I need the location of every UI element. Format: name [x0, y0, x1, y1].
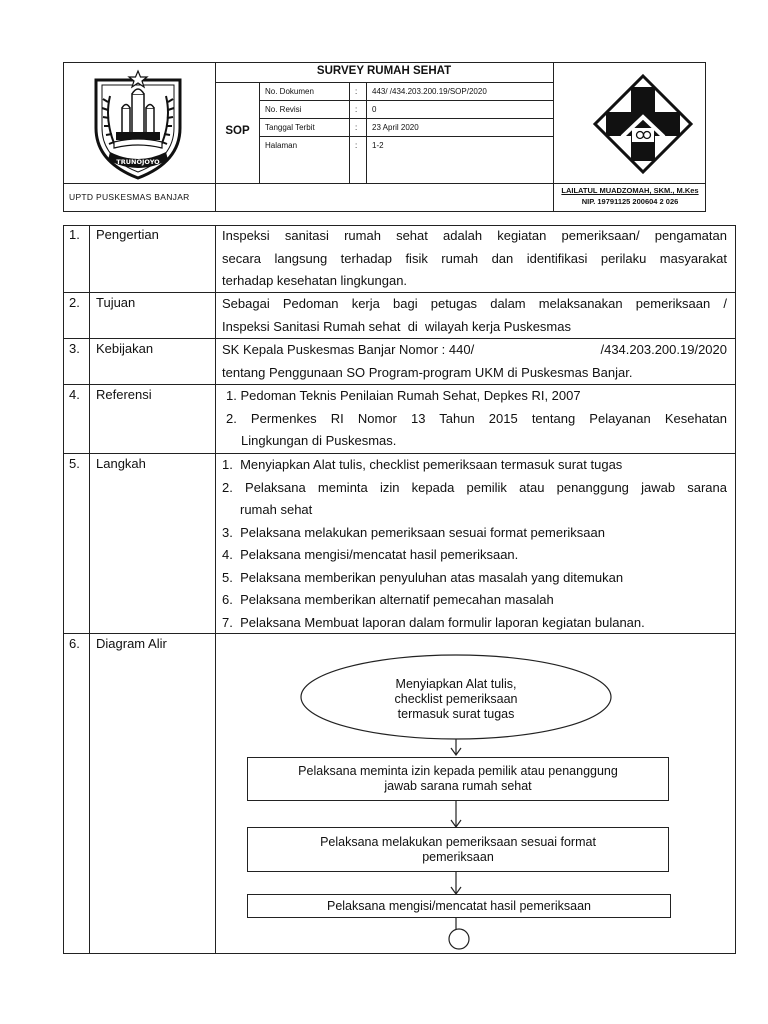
section-body-kebijakan: [222, 339, 727, 384]
section-body-tujuan: [222, 293, 727, 338]
signatory-nip: NIP. 19791125 200604 2 026: [581, 197, 679, 206]
text-line: /434.203.200.19/2020: [600, 342, 727, 357]
section-number: 3.: [69, 341, 80, 356]
header-divider: [366, 82, 367, 183]
doc-number-sep: :: [355, 87, 358, 96]
puskesmas-logo: [592, 73, 694, 175]
section-label-langkah: Langkah: [96, 456, 146, 471]
section-label-referensi: Referensi: [96, 387, 152, 402]
header-divider: [259, 82, 260, 183]
flow-text-line: checklist pemeriksaan: [394, 691, 518, 706]
flow-text-line: Menyiapkan Alat tulis,: [395, 676, 517, 691]
revision-label: No. Revisi: [265, 105, 302, 114]
issue-date-value: 23 April 2020: [372, 123, 419, 132]
list-item: 2. Pelaksana meminta izin kepada pemilik atau penanggung jawab sarana: [222, 479, 727, 495]
doc-number-label: No. Dokumen: [265, 87, 314, 96]
section-body-langkah: [222, 454, 727, 634]
section-label-diagram-alir: Diagram Alir: [96, 636, 167, 651]
list-item: rumah sehat: [240, 502, 313, 517]
section-number: 4.: [69, 387, 80, 402]
flow-text-line: Pelaksana meminta izin kepada pemilik atau penanggung: [298, 764, 618, 778]
flow-text-line: pemeriksaan: [422, 849, 494, 864]
header-divider: [215, 62, 216, 212]
list-item: 5. Pelaksana memberikan penyuluhan atas masalah yang ditemukan: [222, 569, 624, 585]
text-line: tentang Penggunaan SO Program-program UKM di Puskesmas Banjar.: [222, 364, 633, 380]
kebijakan-first-line: [222, 339, 727, 362]
sop-label: SOP: [225, 125, 250, 137]
text-line: SK Kepala Puskesmas Banjar Nomor : 440/: [222, 342, 475, 357]
document-title: SURVEY RUMAH SEHAT: [316, 65, 452, 77]
regency-emblem-logo: [86, 66, 190, 180]
flow-start-ellipse: [316, 664, 596, 734]
page-label: Halaman: [265, 141, 298, 150]
section-number: 1.: [69, 227, 80, 242]
header-divider: [259, 136, 553, 137]
header-divider: [259, 100, 553, 101]
signatory-name: LAILATUL MUADZOMAH, SKM., M.Kes: [561, 186, 699, 195]
header-divider: [63, 183, 706, 184]
flow-step-izin: [247, 757, 669, 801]
header-divider: [215, 82, 553, 83]
section-body-pengertian: [222, 225, 727, 293]
flow-text-line: jawab sarana rumah sehat: [384, 779, 532, 793]
list-item: 1. Menyiapkan Alat tulis, checklist pemeriksaan termasuk surat tugas: [222, 457, 623, 472]
page-value: 1-2: [372, 141, 384, 150]
issue-date-label: Tanggal Terbit: [265, 123, 315, 132]
content-divider: [89, 225, 90, 954]
list-item: 6. Pelaksana memberikan alternatif pemecahan masalah: [222, 592, 554, 607]
list-item: Lingkungan di Puskesmas.: [241, 433, 397, 448]
section-label-kebijakan: Kebijakan: [96, 341, 154, 356]
flow-step-mencatat: [247, 894, 671, 918]
section-number: 5.: [69, 456, 80, 471]
flow-step-pemeriksaan: [247, 827, 669, 872]
org-name: UPTD PUSKESMAS BANJAR: [69, 192, 190, 202]
revision-value: 0: [372, 105, 377, 114]
flow-text-line: Pelaksana mengisi/mencatat hasil pemeriksaan: [326, 898, 592, 913]
revision-sep: :: [355, 105, 358, 114]
doc-number-value: 443/ /434.203.200.19/SOP/2020: [372, 87, 487, 96]
page-sep: :: [355, 141, 358, 150]
section-number: 6.: [69, 636, 80, 651]
section-label-tujuan: Tujuan: [96, 295, 136, 310]
section-number: 2.: [69, 295, 80, 310]
list-item: 1. Pedoman Teknis Penilaian Rumah Sehat, Depkes RI, 2007: [226, 388, 581, 403]
issue-date-sep: :: [355, 123, 358, 132]
text-line: Sebagai Pedoman kerja bagi petugas dalam melaksanakan pemeriksaan /: [222, 296, 727, 311]
flow-text-line: Pelaksana melakukan pemeriksaan sesuai format: [320, 834, 596, 849]
list-item: 3. Pelaksana melakukan pemeriksaan sesuai format pemeriksaan: [222, 524, 605, 540]
list-item: 7. Pelaksana Membuat laporan dalam formulir laporan kegiatan bulanan.: [222, 614, 645, 630]
header-divider: [349, 82, 350, 183]
text-line: Inspeksi Sanitasi Rumah sehat di wilayah kerja Puskesmas: [222, 318, 571, 334]
logo-ribbon-text: TRUNOJOYO: [116, 158, 160, 166]
text-line: terhadap kesehatan lingkungan.: [222, 273, 408, 288]
text-line: secara langsung terhadap fisik rumah dan identifikasi perilaku masyarakat: [222, 250, 727, 266]
list-item: 4. Pelaksana mengisi/mencatat hasil pemeriksaan.: [222, 547, 519, 562]
flow-text-line: termasuk surat tugas: [397, 706, 515, 721]
list-item: 2. Permenkes RI Nomor 13 Tahun 2015 tentang Pelayanan Kesehatan: [226, 410, 727, 426]
section-body-referensi: [226, 385, 727, 453]
text-line: Inspeksi sanitasi rumah sehat adalah kegiatan pemeriksaan/ pengamatan: [222, 228, 727, 243]
header-divider: [259, 118, 553, 119]
section-label-pengertian: Pengertian: [96, 227, 159, 242]
